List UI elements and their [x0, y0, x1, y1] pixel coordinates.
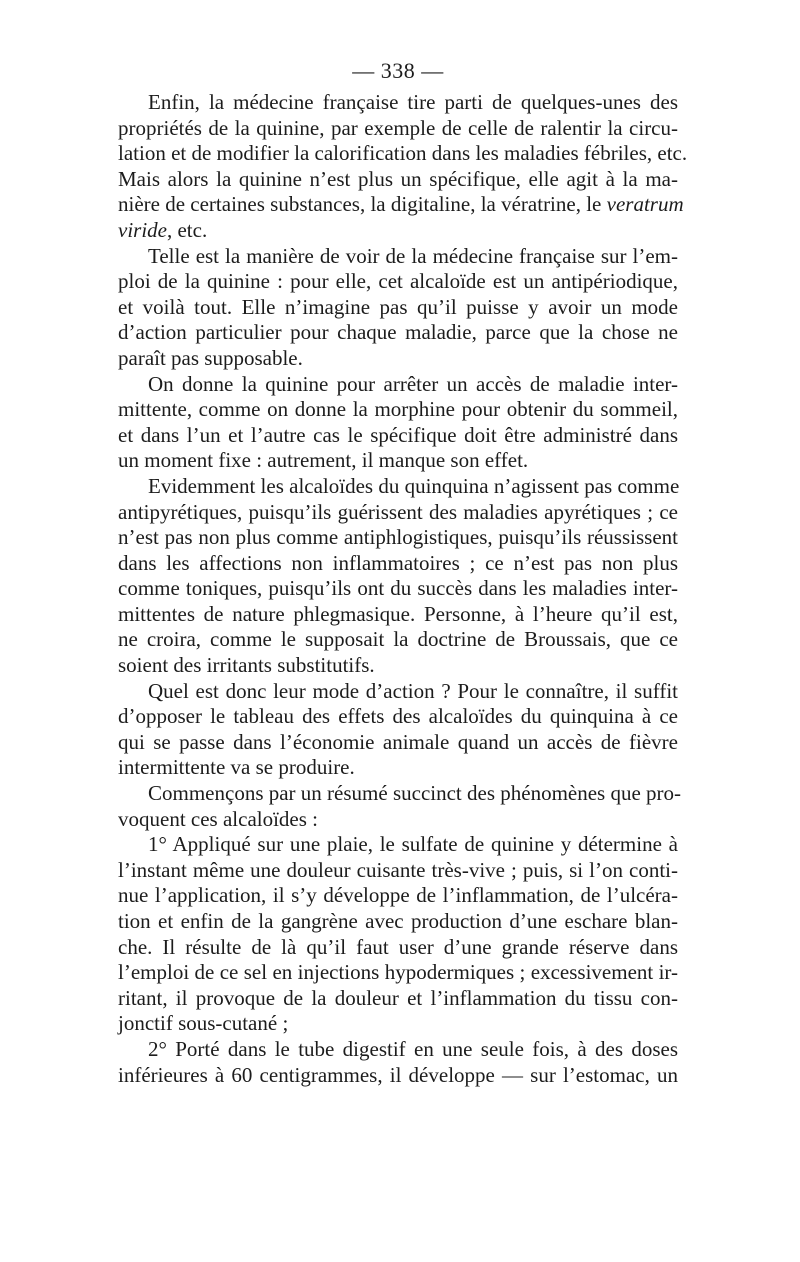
text-line: mittente, comme on donne la morphine pour obtenir du sommeil, — [118, 397, 678, 422]
text-line: viride, etc. — [118, 217, 208, 242]
text-line: qui se passe dans l’économie animale quand un accès de fièvre — [118, 729, 678, 754]
text-line: 2° Porté dans le tube digestif en une seule fois, à des doses — [148, 1036, 678, 1061]
text-line: intermittente va se produire. — [118, 755, 355, 780]
text-line: inférieures à 60 centigrammes, il développe — sur l’estomac, un — [118, 1062, 678, 1087]
book-page — [118, 58, 688, 1088]
text-line: Mais alors la quinine n’est plus un spécifique, elle agit à la ma- — [118, 166, 678, 191]
body-text — [118, 90, 688, 1088]
text-line: l’emploi de ce sel en injections hypodermiques ; excessivement ir- — [118, 960, 678, 985]
text-line: nière de certaines substances, la digitaline, la vératrine, le veratrum — [118, 192, 684, 217]
text-line: paraît pas supposable. — [118, 345, 303, 370]
text-line: nue l’application, il s’y développe de l’inflammation, de l’ulcéra- — [118, 883, 678, 908]
text-line: jonctif sous-cutané ; — [118, 1011, 289, 1036]
text-line: l’instant même une douleur cuisante très-vive ; puis, si l’on conti- — [118, 857, 678, 882]
paragraph — [118, 474, 678, 679]
paragraph — [118, 1037, 678, 1088]
text-line: tion et enfin de la gangrène avec production d’une eschare blan- — [118, 909, 678, 933]
paragraph — [118, 679, 678, 781]
paragraph — [118, 90, 688, 244]
text-line: d’action particulier pour chaque maladie, parce que la chose ne — [118, 320, 678, 345]
text-line: et dans l’un et l’autre cas le spécifique doit être administré dans — [118, 422, 678, 447]
page-number: — 338 — — [352, 58, 444, 83]
text-line: ne croira, comme le supposait la doctrine de Broussais, que ce — [118, 627, 678, 652]
text-line: d’opposer le tableau des effets des alcaloïdes du quinquina à ce — [118, 704, 678, 729]
text-line: 1° Appliqué sur une plaie, le sulfate de quinine y détermine à — [148, 832, 678, 857]
text-line: che. Il résulte de là qu’il faut user d’une grande réserve dans — [118, 934, 678, 959]
text-line: lation et de modifier la calorification dans les maladies fébriles, etc. — [118, 141, 688, 166]
text-line: ritant, il provoque de la douleur et l’inflammation du tissu con- — [118, 985, 678, 1010]
paragraph — [118, 372, 678, 474]
text-line: Enfin, la médecine française tire parti de quelques-unes des — [148, 90, 678, 114]
text-line: dans les affections non inflammatoires ; ce n’est pas non plus — [118, 550, 678, 575]
text-line: antipyrétiques, puisqu’ils guérissent des maladies apyrétiques ; ce — [118, 499, 678, 524]
text-line: propriétés de la quinine, par exemple de celle de ralentir la circu- — [118, 115, 678, 140]
text-line: Evidemment les alcaloïdes du quinquina n’agissent pas comme — [148, 473, 680, 498]
text-line: Commençons par un résumé succinct des phénomènes que pro- — [148, 781, 682, 806]
paragraph — [118, 781, 682, 832]
text-line: n’est pas non plus comme antiphlogistiques, puisqu’ils réussissent — [118, 525, 678, 550]
text-line: ploi de la quinine : pour elle, cet alcaloïde est un antipériodique, — [118, 269, 678, 294]
text-line: Telle est la manière de voir de la médecine française sur l’em- — [148, 243, 678, 268]
text-line: comme toniques, puisqu’ils ont du succès dans les maladies inter- — [118, 576, 678, 601]
paragraph — [118, 244, 678, 372]
paragraph — [118, 832, 678, 1037]
text-line: un moment fixe : autrement, il manque son effet. — [118, 448, 529, 473]
text-line: Quel est donc leur mode d’action ? Pour le connaître, il suffit — [148, 678, 678, 703]
text-line: et voilà tout. Elle n’imagine pas qu’il puisse y avoir un mode — [118, 294, 678, 319]
text-line: soient des irritants substitutifs. — [118, 653, 375, 678]
text-line: On donne la quinine pour arrêter un accès de maladie inter- — [148, 371, 678, 396]
text-line: voquent ces alcaloïdes : — [118, 806, 319, 831]
text-line: mittentes de nature phlegmasique. Personne, à l’heure qu’il est, — [118, 601, 678, 626]
